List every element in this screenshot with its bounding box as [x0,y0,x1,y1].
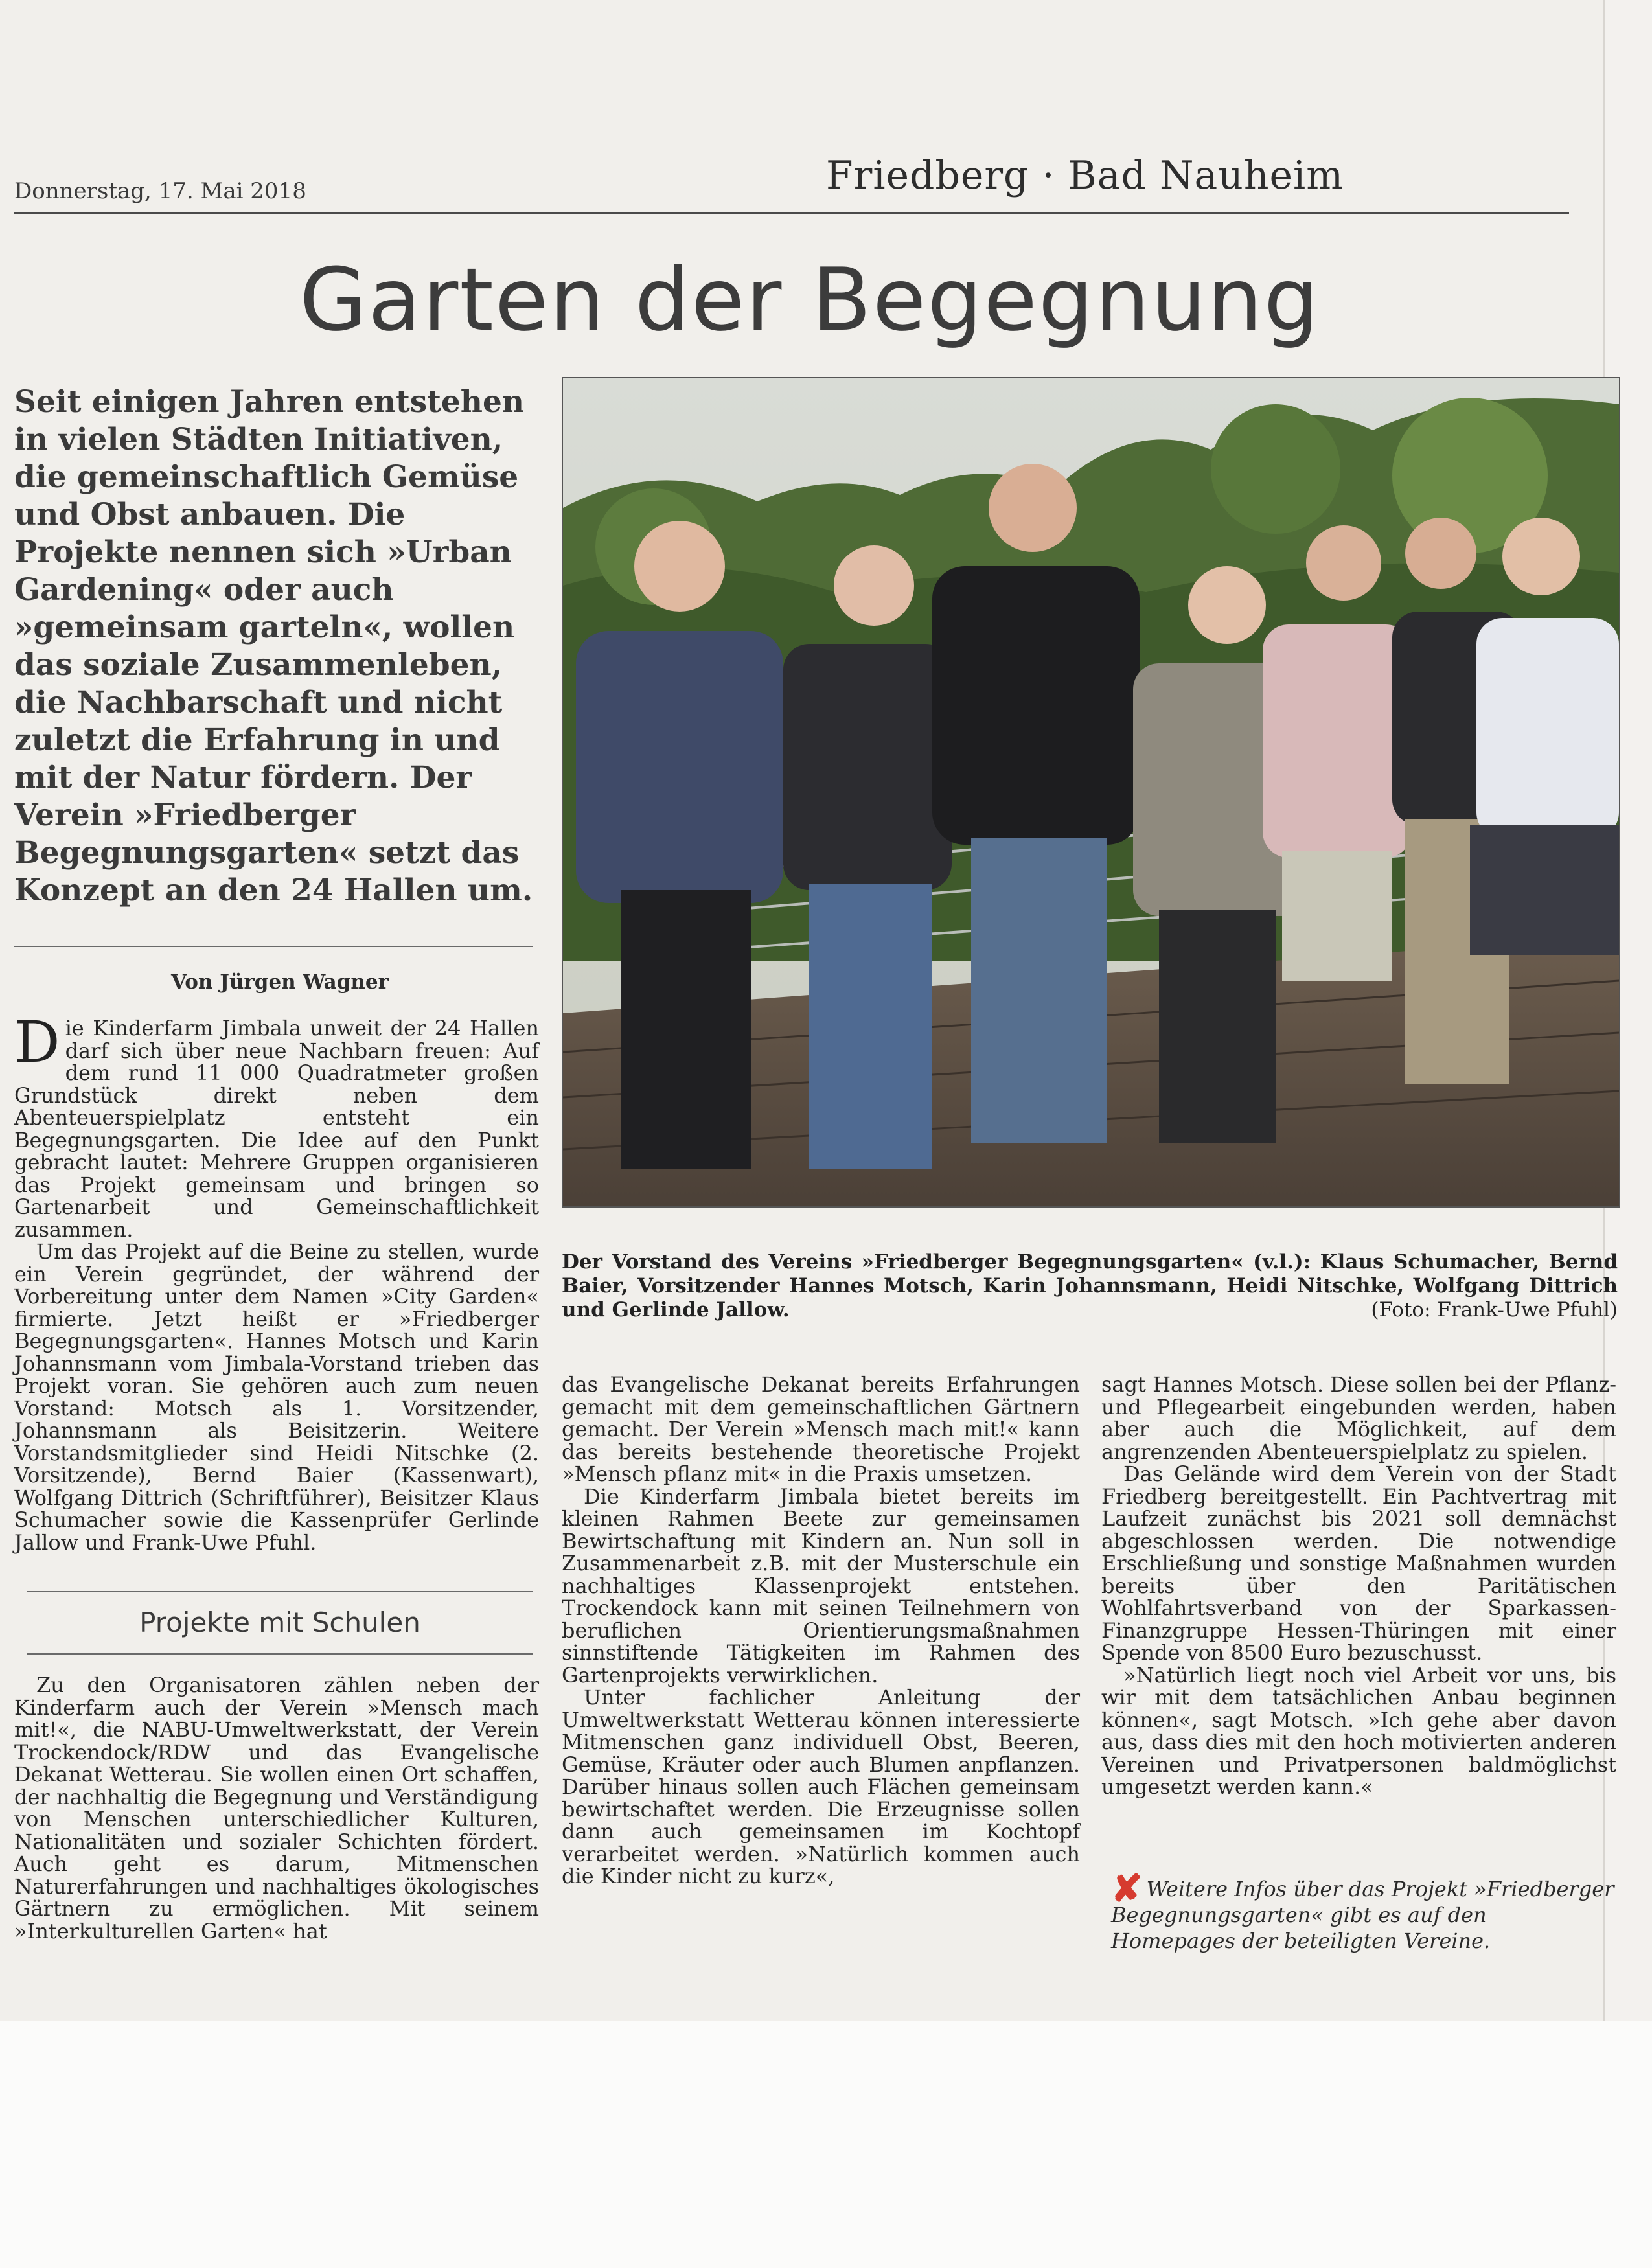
masthead-rule [14,212,1569,214]
x-mark-icon: ✘ [1111,1866,1143,1910]
article-column-2 [562,1373,1080,1888]
paragraph: Die Kinderfarm Jimbala bietet bereits im kleinen Rahmen Beete zur gemeinsamen Bewirtschaftung mit Kindern an. Nun soll in Zusammenarbeit z.B. mit der Musterschule ein nachhaltiges Klassenprojekt entstehen. Trockendock kann mit seinen Teilnehmern von beruflichen Orientierungsmaßnahmen sinnstiftende Tätigkeiten im Rahmen des Gartenprojekts verwirklichen. [562,1483,1080,1688]
subhead-rule-bottom [27,1653,533,1655]
article-author: Von Jürgen Wagner [171,970,389,994]
article-headline: Garten der Begegnung [299,249,1320,350]
paragraph: Die Kinderfarm Jimbala unweit der 24 Hallen darf sich über neue Nachbarn freuen: Auf dem rund 11 000 Quadratmeter großen Grundstück direkt neben dem Abenteuerspielplatz entsteht ein Begegnungsgarten. Die Idee auf den Punkt gebracht lautet: Mehrere Gruppen organisieren das Projekt gemeinsam und bringen so Gartenarbeit und Gemeinschaftlichkeit zusammen. [14,1009,539,1242]
issue-date: Donnerstag, 17. Mai 2018 [14,178,306,204]
lead-rule [14,946,533,947]
article-column-1 [14,1009,539,1555]
article-column-3 [1101,1373,1616,1798]
photo-illustration [563,378,1619,1206]
photo-caption [562,1250,1618,1322]
paragraph: Um das Projekt auf die Beine zu stellen, wurde ein Verein gegründet, der während der Vorbereitung unter dem Namen »City Garden« firmierte. Jetzt heißt er »Friedberger Begegnungsgarten«. Hannes Motsch und Karin Johannsmann vom Jimbala-Vorstand trieben das Projekt voran. Sie gehören auch zum neuen Vorstand: Motsch als 1. Vorsitzender, Johannsmann als Beisitzerin. Weitere Vorstandsmitglieder sind Heidi Nitschke (2. Vorsitzende), Bernd Baier (Kassenwart), Wolfgang Dittrich (Schriftführer), Beisitzer Klaus Schumacher sowie die Kassenprüfer Gerlinde Jallow und Frank-Uwe Pfuhl. [14,1239,539,1555]
info-text: Weitere Infos über das Projekt »Friedberger Begegnungsgarten« gibt es auf den Homepages der beteiligten Vereine. [1111,1877,1614,1953]
drop-cap: D [14,1009,60,1075]
paragraph: »Natürlich liegt noch viel Arbeit vor uns, bis wir mit dem tatsächlichen Anbau beginnen können«, sagt Motsch. »Ich gehe aber davon aus, dass dies mit den hoch motivierten anderen Vereinen und Privatpersonen baldmöglichst umgesetzt werden kann.« [1101,1662,1616,1799]
subhead-rule-top [27,1591,533,1592]
paragraph: Das Gelände wird dem Verein von der Stadt Friedberg bereitgestellt. Ein Pachtvertrag mit Laufzeit zunächst bis 2021 soll demnächst abgeschlossen werden. Die notwendige Erschließung und sonstige Maßnahmen wurden bereits über den Paritätischen Wohlfahrtsverband von der Sparkassen-Finanzgruppe Hessen-Thüringen mit einer Spende von 8500 Euro bezuschusst. [1101,1461,1616,1665]
photo-credit: (Foto: Frank-Uwe Pfuhl) [1371,1298,1618,1322]
article-subhead: Projekte mit Schulen [139,1607,420,1638]
paragraph: Unter fachlicher Anleitung der Umweltwerkstatt Wetterau können interessierte Mitmenschen ganz individuell Obst, Beeren, Gemüse, Kräuter oder auch Blumen anpflanzen. Darüber hinaus sollen auch Flächen gemeinsam bewirtschaftet werden. Die Erzeugnisse sollen dann auch gemeinsamen im Kochtopf verarbeitet werden. »Natürlich kommen auch die Kinder nicht zu kurz«, [562,1685,1080,1888]
article-lead: Seit einigen Jahren entstehen in vielen Städten Initiativen, die gemeinschaftlich Gemüse und Obst anbauen. Die Projekte nennen sich »Urban Gardening« oder auch »gemeinsam garteln«, wollen das soziale Zusammenleben, die Nachbarschaft und nicht zuletzt die Erfahrung in und mit der Natur fördern. Der Verein »Friedberger Begegnungsgarten« setzt das Konzept an den 24 Hallen um. [14,384,533,908]
section-title: Friedberg · Bad Nauheim [826,153,1344,198]
caption-text: Der Vorstand des Vereins »Friedberger Begegnungsgarten« (v.l.): Klaus Schumacher, Bernd Baier, Vorsitzender Hannes Motsch, Karin Johannsmann, Heidi Nitschke, Wolfgang Dittrich und Gerlinde Jallow. [562,1250,1618,1322]
info-box [1111,1866,1616,1954]
scan-margin [0,2021,1652,2268]
group-photo [562,377,1620,1208]
paragraph: sagt Hannes Motsch. Diese sollen bei der Pflanz- und Pflegearbeit eingebunden werden, haben aber auch die Möglichkeit, auf dem angrenzenden Abenteuerspielplatz zu spielen. [1101,1372,1616,1464]
paragraph: das Evangelische Dekanat bereits Erfahrungen gemacht mit dem gemeinschaftlichen Gärtnern gemacht. Der Verein »Mensch mach mit!« kann das bereits bestehende theoretische Projekt »Mensch pflanz mit« in die Praxis umsetzen. [562,1372,1080,1486]
paragraph: Zu den Organisatoren zählen neben der Kinderfarm auch der Verein »Mensch mach mit!«, die NABU-Umweltwerkstatt, der Verein Trockendock/RDW und das Evangelische Dekanat Wetterau. Sie wollen einen Ort schaffen, der nachhaltig die Begegnung und Verständigung von Menschen unterschiedlicher Kulturen, Nationalitäten und sozialer Schichten fördert. Auch geht es darum, Mitmenschen Naturerfahrungen und nachhaltiges ökologisches Gärtnern zu ermöglichen. Mit seinem »Interkulturellen Garten« hat [14,1673,539,1943]
article-column-1b [14,1674,539,1942]
